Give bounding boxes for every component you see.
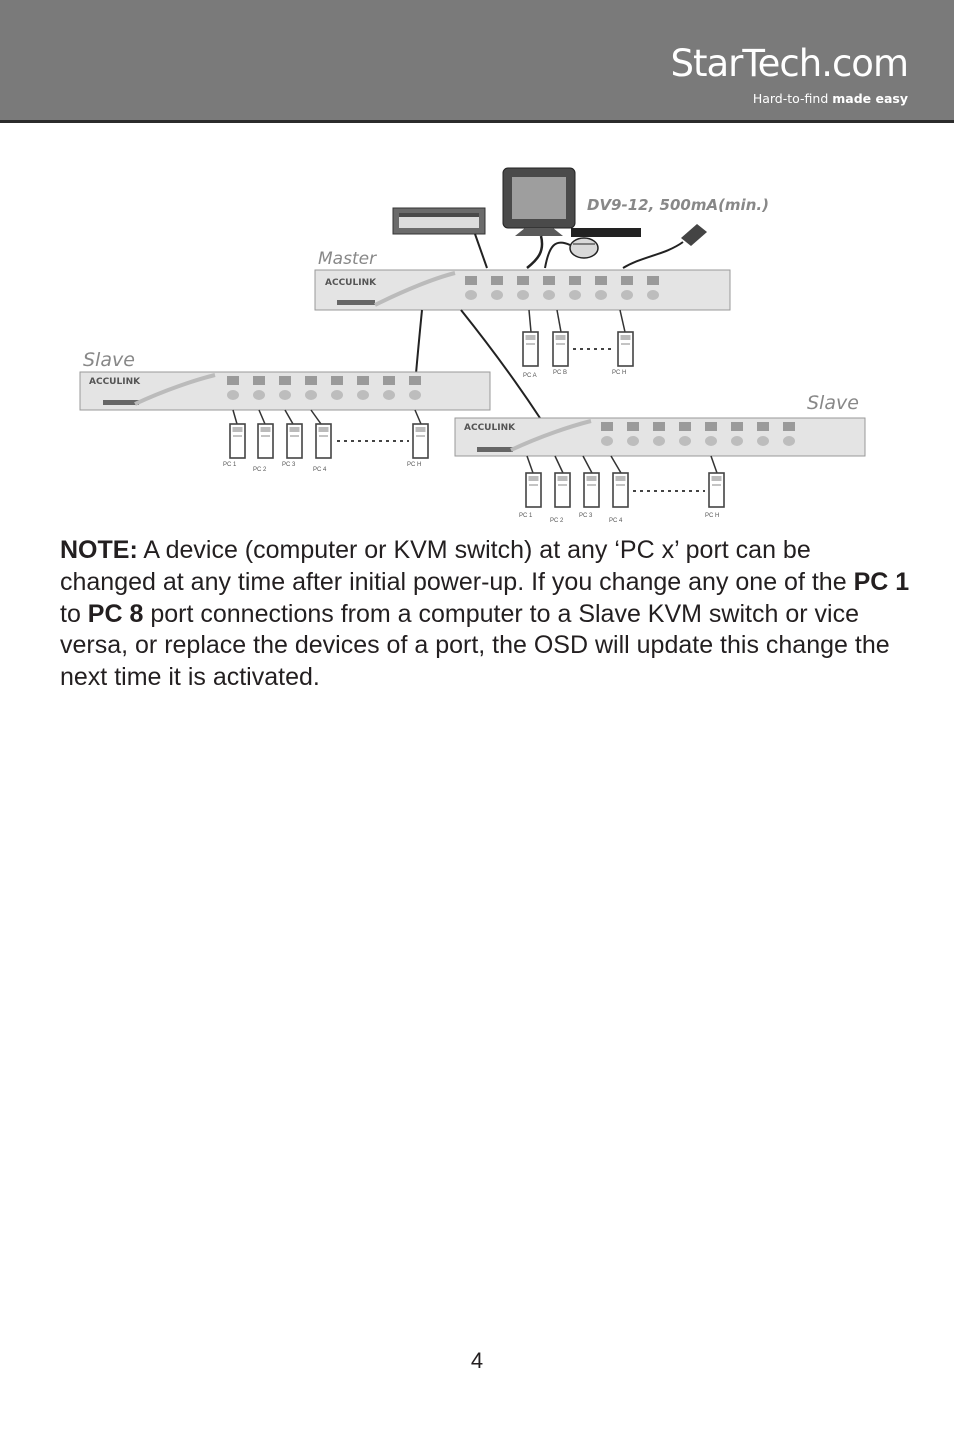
note-text-1: A device (computer or KVM switch) at any ‘PC x’ port can be changed at any time after initial power-up. If you change any one of the bbox=[60, 536, 854, 596]
master-pc-a: PC A bbox=[523, 373, 537, 379]
slave-left-pcs bbox=[223, 410, 428, 473]
startech-logo bbox=[670, 42, 908, 114]
note-text-2: port connections from a computer to a Slave KVM switch or vice versa, or replace the devices of a port, the OSD will update this change the next time it is activated. bbox=[60, 599, 890, 692]
master-pcs bbox=[523, 310, 633, 379]
note-lead: NOTE: bbox=[60, 536, 138, 564]
slave-left-pc-1: PC 1 bbox=[223, 462, 237, 468]
keyboard-icon bbox=[393, 208, 487, 268]
slave-right-pcs bbox=[519, 456, 724, 524]
power-label: DV9-12, 500mA(min.) bbox=[587, 196, 769, 214]
page-number: 4 bbox=[470, 1348, 484, 1373]
master-pc-b: PC B bbox=[553, 370, 568, 376]
master-brand: ACCULINK bbox=[325, 278, 377, 288]
monitor-icon bbox=[503, 168, 575, 268]
tagline-regular: Hard-to-find bbox=[752, 91, 829, 106]
slave-left-pc-4: PC 4 bbox=[313, 467, 327, 473]
slave-right-pc-2: PC 2 bbox=[550, 518, 564, 524]
mouse-icon bbox=[545, 238, 598, 268]
slave-left-brand: ACCULINK bbox=[89, 377, 141, 387]
slave-left-label: Slave bbox=[83, 349, 135, 371]
power-strip bbox=[571, 228, 641, 237]
note-pc8: PC 8 bbox=[87, 599, 144, 628]
slave-right-label: Slave bbox=[807, 392, 859, 414]
note-pc1: PC 1 bbox=[853, 567, 910, 596]
slave-right-pc-4: PC 4 bbox=[609, 518, 623, 524]
logo-wordmark: StarTech.com bbox=[670, 42, 908, 85]
master-label: Master bbox=[318, 249, 377, 269]
slave-left-pc-3: PC 3 bbox=[282, 462, 296, 468]
master-switch bbox=[315, 270, 730, 310]
kvm-cascade-diagram bbox=[75, 160, 885, 530]
master-pc-h: PC H bbox=[612, 370, 627, 376]
logo-tagline bbox=[753, 91, 908, 107]
page-header bbox=[0, 0, 954, 123]
tagline-bold: made easy bbox=[832, 91, 908, 106]
slave-left-pc-h: PC H bbox=[407, 462, 422, 468]
slave-left-pc-2: PC 2 bbox=[253, 467, 267, 473]
slave-right-pc-h: PC H bbox=[705, 513, 720, 519]
slave-right-pc-3: PC 3 bbox=[579, 513, 593, 519]
note-to: to bbox=[60, 599, 88, 628]
slave-right-brand: ACCULINK bbox=[464, 423, 516, 433]
note-paragraph bbox=[60, 535, 910, 694]
slave-left-switch bbox=[80, 372, 490, 410]
slave-right-pc-1: PC 1 bbox=[519, 513, 533, 519]
slave-right-switch bbox=[455, 418, 865, 456]
